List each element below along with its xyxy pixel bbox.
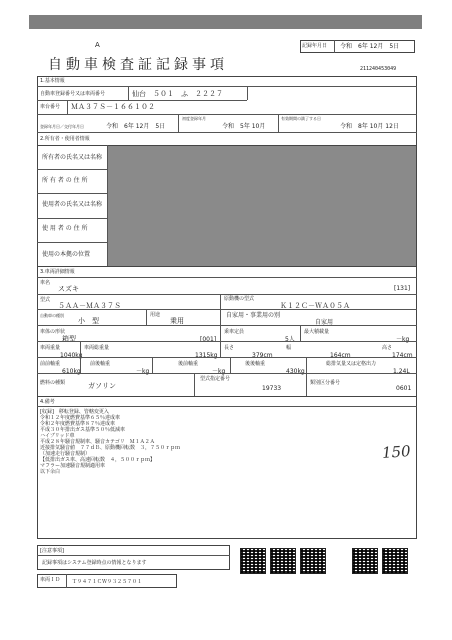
shape-code: [001] <box>200 336 217 343</box>
engine-label: 原動機の型式 <box>224 296 255 302</box>
remarks-line: 令和２年度燃費基準８７％達成車 <box>40 421 116 427</box>
registration-date-value: 令和 6年 12月 5日 <box>106 123 166 130</box>
vehicle-id-value: Ｔ９４７１ＣＷ９３２５７０１ <box>72 579 143 585</box>
max-load-label: 最大積載量 <box>304 329 330 335</box>
user-address-label: 使 用 者 の 住 所 <box>42 225 88 232</box>
kind-value: 小 型 <box>78 317 99 325</box>
notice-label: [注意事項] <box>40 548 64 554</box>
remarks-line: 以下余白 <box>40 469 61 475</box>
chassis-label: 車台番号 <box>40 104 61 110</box>
qr-code-icon <box>240 548 266 574</box>
remarks-line: [収録] 移転登録、管轄変更入 <box>40 409 109 415</box>
use-value: 乗用 <box>170 317 184 325</box>
remarks-line: ハイブリッド車 <box>40 433 75 439</box>
fuel-label: 燃料の種類 <box>40 380 66 386</box>
owner-redaction <box>107 146 416 266</box>
remarks-line: 平成３０年排出ガス基準５０％低減車 <box>40 427 126 433</box>
chassis-value: ＭＡ３７Ｓ－１６６１０２ <box>71 103 155 111</box>
remarks-line: （加速走行騒音規制） <box>40 451 91 457</box>
car-name-value: スズキ <box>58 285 79 293</box>
kind-label: 自動車の種別 <box>40 313 64 318</box>
rear-rear-axle-label: 後後軸重 <box>245 361 266 367</box>
qr-code-icon <box>300 548 326 574</box>
car-name-label: 車名 <box>40 280 51 286</box>
remarks-line: 近接排気騒音値 ７７ｄＢ、原動機回転数 ３，７５０ｒｐｍ <box>40 445 181 451</box>
page-title: 自動車検査証記録事項 <box>48 57 228 73</box>
registration-label: 自動車登録番号又は車両番号 <box>40 91 106 97</box>
notice-text: 記録事項はシステム登録時点の情報となります <box>42 560 147 566</box>
owner-info-heading: 2.所有者・使用者情報 <box>40 136 90 142</box>
handwritten-note: 150 <box>381 442 412 462</box>
gross-weight-value: 1315kg <box>195 352 218 359</box>
shape-label: 車体の形状 <box>40 329 66 335</box>
remarks-line: マフラー加速騒音規制適用車 <box>40 463 106 469</box>
rear-front-axle-value: －kg <box>212 368 226 375</box>
qr-code-icon <box>270 548 296 574</box>
top-letter: A <box>95 41 100 49</box>
front-front-axle-label: 前前軸重 <box>40 361 61 367</box>
front-front-axle-value: 610kg <box>62 368 81 375</box>
first-registration-label: 初度登録年月 <box>182 116 206 121</box>
owner-name-label: 所有者の氏名又は名称 <box>42 154 103 161</box>
fuel-value: ガソリン <box>88 382 116 390</box>
private-label: 自家用・事業用の別 <box>226 312 281 319</box>
vehicle-id-label: 車両ＩＤ <box>40 577 61 583</box>
use-label: 用途 <box>150 312 161 318</box>
expiry-value: 令和 8年 10月 12日 <box>340 123 399 130</box>
displacement-label: 総排気量又は定格出力 <box>326 361 377 367</box>
owner-address-label: 所 有 者 の 住 所 <box>42 177 88 184</box>
remarks-line: 令和１２年度燃費基準６５％達成車 <box>40 415 121 421</box>
car-name-code: [131] <box>394 285 411 292</box>
front-rear-axle-value: －kg <box>136 368 150 375</box>
type-number-label: 型式指定番号 <box>200 376 231 382</box>
capacity-value: 5人 <box>285 336 295 343</box>
registration-value: 仙台 ５０１ ふ ２２２７ <box>132 90 223 98</box>
document-number: 211240453049 <box>360 66 397 72</box>
class-number-label: 類別区分番号 <box>310 380 341 386</box>
width-label: 幅 <box>286 345 292 351</box>
remarks-heading: 4.備考 <box>40 399 55 405</box>
length-label: 長さ <box>224 345 235 351</box>
remarks-line: 平成２８年騒音規制車、騒音カテゴリ Ｍ１Ａ２Ａ <box>40 439 155 445</box>
max-load-value: －kg <box>396 336 410 343</box>
displacement-value: 1.24L <box>393 368 410 375</box>
qr-code-icon <box>352 548 378 574</box>
vehicle-info-heading: 3.車両詳細情報 <box>40 269 75 275</box>
base-location-label: 使用の本拠の位置 <box>42 251 91 258</box>
class-number-value: 0601 <box>396 385 412 392</box>
weight-label: 車両重量 <box>40 345 61 351</box>
shape-value: 箱型 <box>62 335 76 343</box>
qr-code-icon <box>382 548 408 574</box>
width-value: 164cm <box>330 352 351 359</box>
height-label: 高さ <box>382 345 393 351</box>
expiry-label: 有効期間の満了する日 <box>281 116 321 121</box>
basic-info-heading: 1.基本情報 <box>40 78 65 84</box>
engine-value: Ｋ１２Ｃ－ＷＡ０５Ａ <box>280 302 350 310</box>
gross-weight-label: 車両総重量 <box>84 345 110 351</box>
weight-value: 1040kg <box>60 352 83 359</box>
registration-date-label: 登録年月日／交付年月日 <box>40 124 84 129</box>
front-rear-axle-label: 前後軸重 <box>90 361 111 367</box>
model-value: ５ＡＡ－ＭＡ３７Ｓ <box>58 302 121 310</box>
first-registration-value: 令和 5年 10月 <box>222 123 266 130</box>
model-label: 型式 <box>40 297 51 303</box>
private-value: 自家用 <box>315 319 334 326</box>
user-name-label: 使用者の氏名又は名称 <box>42 201 103 208</box>
rear-front-axle-label: 後前軸重 <box>178 361 199 367</box>
header-bar <box>29 15 422 29</box>
rear-rear-axle-value: 430kg <box>286 368 305 375</box>
type-number-value: 19733 <box>262 385 282 392</box>
issue-date-label: 記録年月日 <box>302 43 328 49</box>
length-value: 379cm <box>252 352 273 359</box>
height-value: 174cm <box>392 352 413 359</box>
issue-date-value: 令和 6年 12月 5日 <box>340 43 400 50</box>
notice-box <box>37 545 230 570</box>
capacity-label: 乗車定員 <box>224 329 245 335</box>
remarks-line: 【低排出ガス車、高速回転数 ４，５００ｒｐｍ】 <box>40 457 156 463</box>
